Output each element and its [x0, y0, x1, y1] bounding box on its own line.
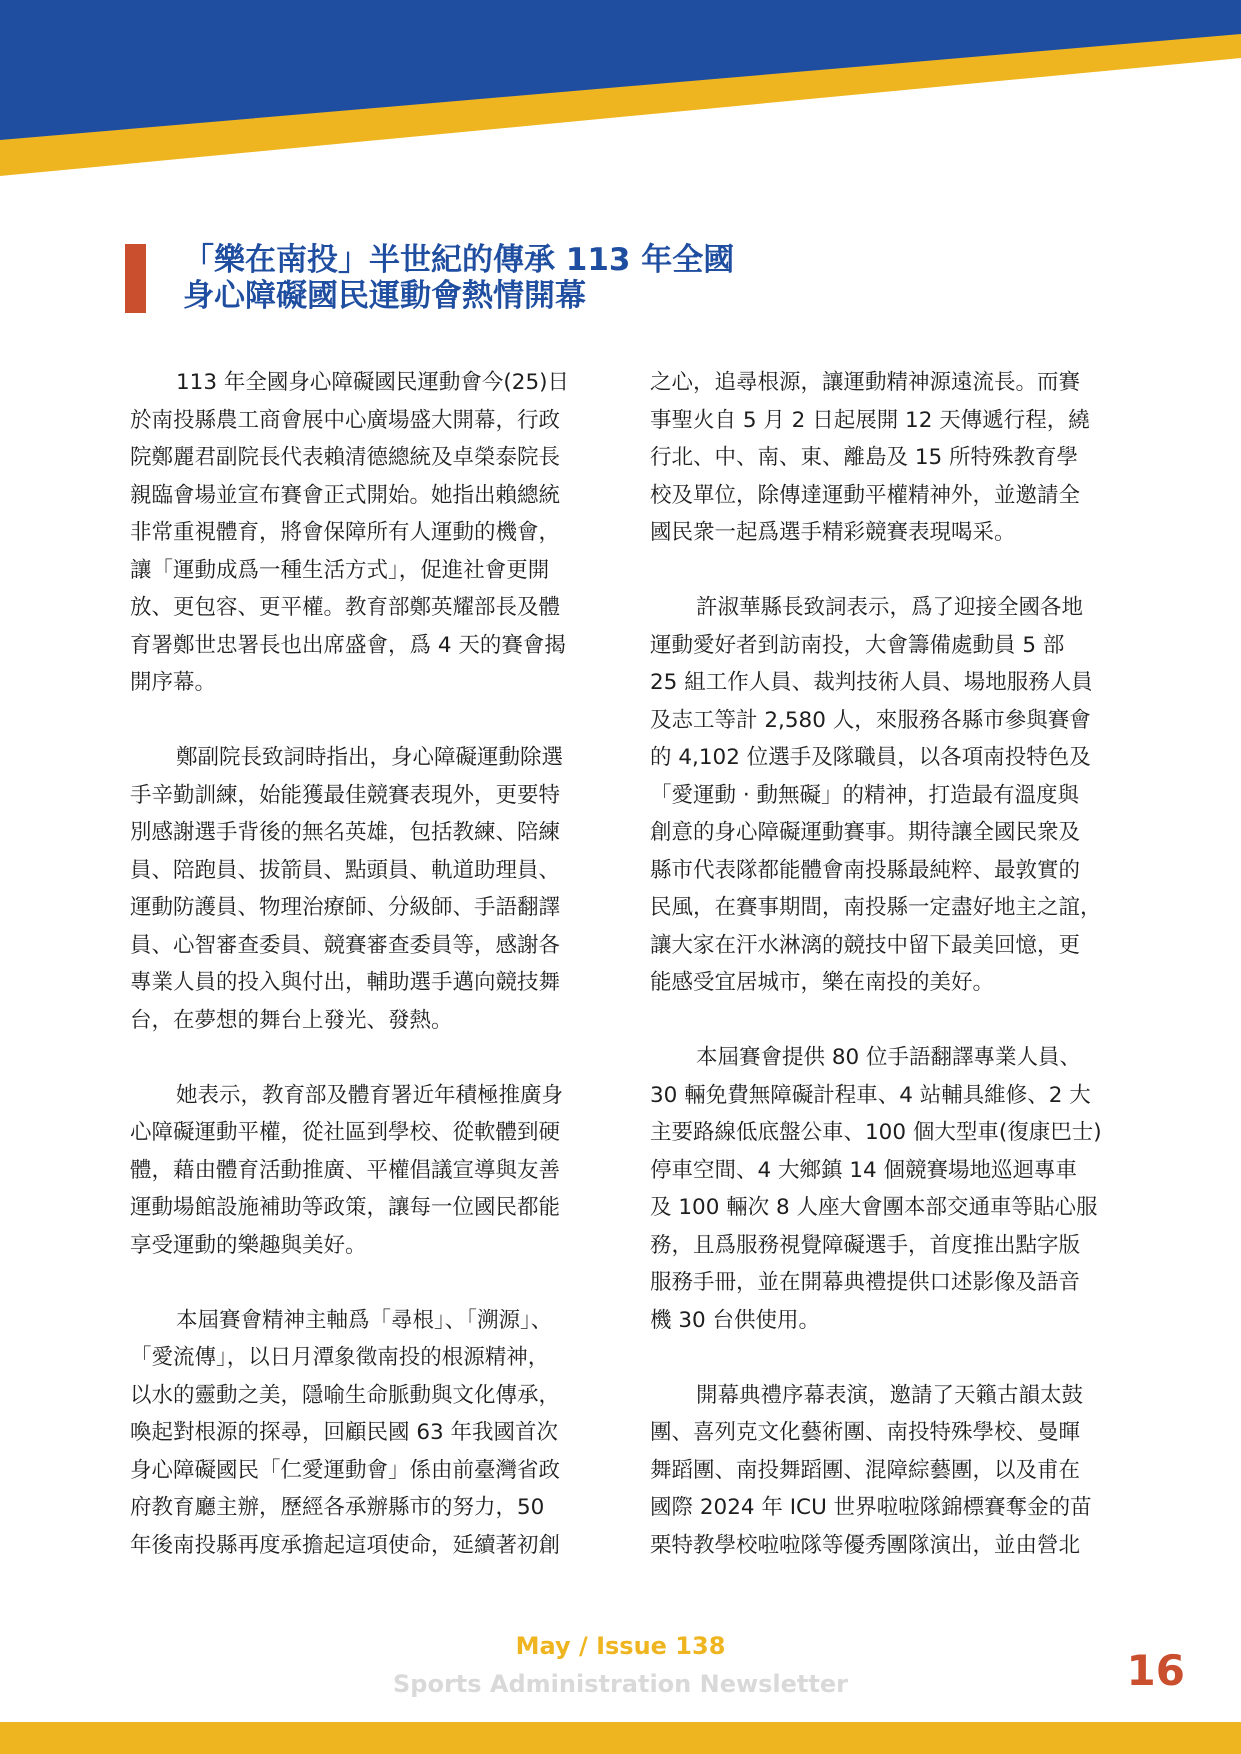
text-line: 體，藉由體育活動推廣、平權倡議宣導與友善	[130, 1157, 561, 1183]
text-line: 本屆賽會提供 80 位手語翻譯專業人員、	[696, 1045, 1082, 1070]
text-line: 民風，在賽事期間，南投縣一定盡好地主之誼，	[650, 895, 1102, 920]
text-line: 放、更包容、更平權。教育部鄭英耀部長及體	[130, 595, 561, 620]
text-line: 於南投縣農工商會展中心廣場盛大開幕，行政	[130, 407, 561, 433]
text-line: 事聖火自 5 月 2 日起展開 12 天傳遞行程，繞	[650, 407, 1090, 433]
header-band	[0, 0, 1241, 180]
text-line: 運動防護員、物理治療師、分級師、手語翻譯	[130, 895, 561, 920]
text-line: 別感謝選手背後的無名英雄，包括教練、陪練	[130, 820, 561, 845]
text-line: 本屆賽會精神主軸爲「尋根」、「溯源」、	[176, 1307, 553, 1333]
text-line: 栗特教學校啦啦隊等優秀團隊演出，並由營北	[650, 1532, 1081, 1558]
text-line: 喚起對根源的探尋，回顧民國 63 年我國首次	[130, 1420, 559, 1445]
text-line: 行北、中、南、東、離島及 15 所特殊教育學	[650, 445, 1079, 470]
paragraph	[650, 1377, 1112, 1565]
paragraph	[130, 364, 592, 702]
text-line: 享受運動的樂趣與美好。	[130, 1232, 367, 1258]
article-title	[183, 242, 1083, 314]
paragraph	[650, 1039, 1112, 1339]
text-line: 「愛運動 ‧ 動無礙」的精神，打造最有溫度與	[650, 782, 1080, 808]
text-line: 讓大家在汗水淋漓的競技中留下最美回憶，更	[650, 932, 1081, 958]
text-line: 年後南投縣再度承擔起這項使命，延續著初創	[130, 1532, 561, 1558]
text-line: 之心，追尋根源，讓運動精神源遠流長。而賽	[650, 370, 1081, 395]
title-accent-bar	[125, 244, 146, 313]
text-line: 運動愛好者到訪南投，大會籌備處動員 5 部	[650, 632, 1065, 658]
text-line: 手辛勤訓練，始能獲最佳競賽表現外，更要特	[130, 782, 561, 808]
text-line: 鄭副院長致詞時指出，身心障礙運動除選	[176, 745, 564, 770]
text-line: 及 100 輛次 8 人座大會團本部交通車等貼心服	[650, 1195, 1098, 1220]
paragraph	[650, 589, 1112, 1002]
text-line: 團、喜列克文化藝術團、南投特殊學校、曼暉	[650, 1420, 1081, 1445]
text-line: 專業人員的投入與付出，輔助選手邁向競技舞	[130, 970, 561, 995]
text-line: 及志工等計 2,580 人，來服務各縣市參與賽會	[650, 707, 1091, 733]
text-line: 「愛流傳」，以日月潭象徵南投的根源精神，	[130, 1345, 550, 1370]
text-line: 育署鄭世忠署長也出席盛會，爲 4 天的賽會揭	[130, 632, 566, 658]
text-line: 能感受宜居城市，樂在南投的美好。	[650, 970, 995, 995]
text-line: 心障礙運動平權，從社區到學校、從軟體到硬	[130, 1120, 561, 1145]
text-line: 開幕典禮序幕表演，邀請了天籟古韻太鼓	[696, 1382, 1084, 1408]
text-line: 縣市代表隊都能體會南投縣最純粹、最敦實的	[650, 857, 1081, 883]
text-line: 身心障礙國民「仁愛運動會」係由前臺灣省政	[130, 1457, 561, 1483]
text-line: 主要路線低底盤公車、100 個大型車(復康巴士)	[650, 1120, 1102, 1145]
text-line: 停車空間、4 大鄉鎮 14 個競賽場地巡迴專車	[650, 1157, 1078, 1183]
right-column	[650, 364, 1112, 1602]
text-line: 舞蹈團、南投舞蹈團、混障綜藝團，以及甫在	[650, 1457, 1081, 1483]
text-line: 親臨會場並宣布賽會正式開始。她指出賴總統	[130, 482, 561, 508]
paragraph	[130, 739, 592, 1039]
paragraph	[130, 1302, 592, 1565]
text-line: 院鄭麗君副院長代表賴清德總統及卓榮泰院長	[130, 445, 561, 470]
footer-bar	[0, 1722, 1241, 1754]
text-line: 國際 2024 年 ICU 世界啦啦隊錦標賽奪金的苗	[650, 1495, 1092, 1520]
issue-label: May / Issue 138	[515, 1632, 726, 1660]
paragraph	[130, 1077, 592, 1265]
publication-name: Sports Administration Newsletter	[392, 1670, 848, 1698]
text-line: 讓「運動成爲一種生活方式」，促進社會更開	[130, 557, 550, 583]
text-line: 開序幕。	[130, 670, 217, 695]
text-line: 員、陪跑員、拔箭員、點頭員、軌道助理員、	[130, 857, 561, 883]
paragraph	[650, 364, 1112, 552]
left-column	[130, 364, 592, 1602]
text-line: 創意的身心障礙運動賽事。期待讓全國民衆及	[650, 820, 1081, 845]
text-line: 國民衆一起爲選手精彩競賽表現喝采。	[650, 520, 1016, 545]
text-line: 機 30 台供使用。	[650, 1307, 821, 1333]
text-line: 113 年全國身心障礙國民運動會今(25)日	[176, 370, 570, 395]
text-line: 25 組工作人員、裁判技術人員、場地服務人員	[650, 670, 1093, 695]
text-line: 服務手冊，並在開幕典禮提供口述影像及語音	[650, 1270, 1081, 1295]
text-line: 運動場館設施補助等政策，讓每一位國民都能	[130, 1195, 561, 1220]
text-line: 台，在夢想的舞台上發光、發熱。	[130, 1007, 453, 1033]
title-line: 身心障礙國民運動會熱情開幕	[183, 278, 586, 314]
page-number: 16	[1126, 1646, 1185, 1695]
text-line: 以水的靈動之美，隱喻生命脈動與文化傳承，	[130, 1382, 561, 1408]
title-line: 「樂在南投」半世紀的傳承 113 年全國	[183, 242, 735, 278]
text-line: 非常重視體育，將會保障所有人運動的機會，	[130, 520, 561, 545]
text-line: 府教育廳主辦，歷經各承辦縣市的努力，50	[130, 1495, 545, 1520]
text-line: 30 輛免費無障礙計程車、4 站輔具維修、2 大	[650, 1082, 1091, 1108]
text-line: 許淑華縣長致詞表示，爲了迎接全國各地	[696, 595, 1084, 620]
text-line: 的 4,102 位選手及隊職員，以各項南投特色及	[650, 745, 1091, 770]
text-line: 務，且爲服務視覺障礙選手，首度推出點字版	[650, 1232, 1081, 1258]
text-line: 她表示，教育部及體育署近年積極推廣身	[176, 1082, 564, 1108]
text-line: 員、心智審查委員、競賽審查委員等，感謝各	[130, 932, 561, 958]
text-line: 校及單位，除傳達運動平權精神外，並邀請全	[650, 482, 1081, 508]
